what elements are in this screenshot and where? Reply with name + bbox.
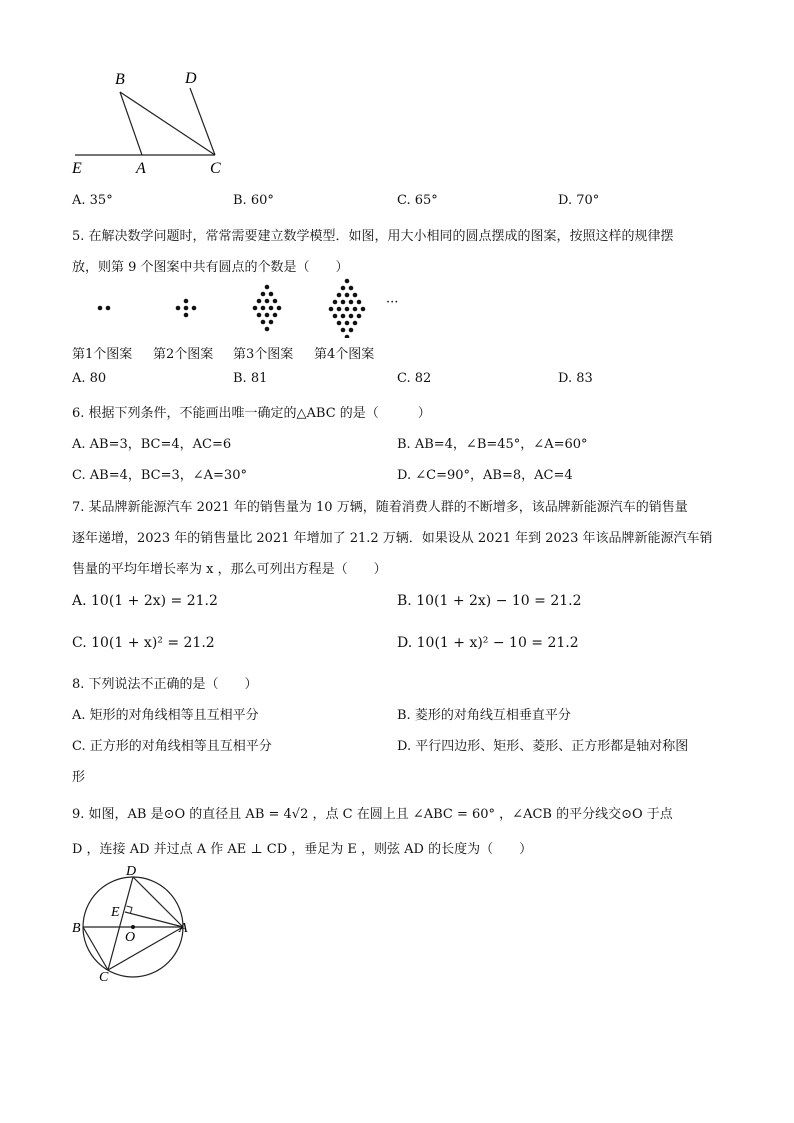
q5-stem-line2: 放，则第 9 个图案中共有圆点的个数是（ ） (72, 260, 349, 275)
label-E: E (72, 160, 82, 177)
q5-option-b: B. 81 (233, 371, 268, 386)
q8-option-d-wrap: 形 (72, 770, 86, 785)
q7-stem-line1: 7. 某品牌新能源汽车 2021 年的销售量为 10 万辆，随着消费人群的不断增多，该品牌新能源汽车的销售量 (72, 500, 688, 515)
q5-option-a: A. 80 (72, 371, 107, 386)
q4-option-a: A. 35° (72, 193, 113, 208)
pattern-4 (329, 279, 366, 338)
circle-label-E: E (111, 905, 120, 920)
q7-option-b: B. 10(1 + 2x) − 10 = 21.2 (397, 593, 582, 609)
q9-stem-line2: D ，连接 AD 并过点 A 作 AE ⊥ CD ，垂足为 E ，则弦 AD 的长度为（ ） (72, 842, 533, 857)
q4-option-b: B. 60° (233, 193, 274, 208)
circle-label-A: A (179, 921, 188, 936)
q7-option-c: C. 10(1 + x)² = 21.2 (72, 635, 215, 651)
q8-option-b: B. 菱形的对角线互相垂直平分 (397, 708, 571, 723)
q8-option-d: D. 平行四边形、矩形、菱形、正方形都是轴对称图 (397, 739, 689, 754)
q5-option-c: C. 82 (397, 371, 432, 386)
q7-stem-line2: 逐年递增，2023 年的销售量比 2021 年增加了 21.2 万辆．如果设从 2021 年到 2023 年该品牌新能源汽车销 (72, 531, 713, 546)
triangle-figure (60, 60, 260, 185)
pattern-caption-4: 第4个图案 (314, 347, 375, 362)
pattern-caption-2: 第2个图案 (153, 347, 214, 362)
pattern-3 (253, 285, 282, 332)
label-A: A (136, 160, 146, 177)
pattern-caption-1: 第1个图案 (72, 347, 133, 362)
q8-option-a: A. 矩形的对角线相等且互相平分 (72, 708, 259, 723)
q4-option-d: D. 70° (558, 193, 600, 208)
q4-option-c: C. 65° (397, 193, 438, 208)
dot-pattern-ellipsis: ··· (386, 295, 399, 310)
q5-option-d: D. 83 (558, 371, 593, 386)
q6-option-b: B. AB=4，∠B=45°，∠A=60° (397, 437, 588, 452)
circle-label-O: O (125, 930, 136, 945)
q6-option-c: C. AB=4，BC=3，∠A=30° (72, 468, 247, 483)
circle-figure (65, 860, 205, 990)
q6-option-a: A. AB=3，BC=4，AC=6 (72, 437, 232, 452)
label-B: B (115, 71, 125, 88)
q6-stem: 6. 根据下列条件，不能画出唯一确定的△ABC 的是（ ） (72, 406, 431, 421)
q5-stem-line1: 5. 在解决数学问题时，常常需要建立数学模型．如图，用大小相同的圆点摆成的图案，按照这样的规律摆 (72, 229, 674, 244)
circle-label-C: C (99, 970, 109, 985)
circle-label-D: D (126, 864, 137, 879)
q8-option-c: C. 正方形的对角线相等且互相平分 (72, 739, 272, 754)
q7-option-a: A. 10(1 + 2x) = 21.2 (72, 593, 218, 609)
q9-stem-line1: 9. 如图，AB 是⊙O 的直径且 AB = 4√2 ，点 C 在圆上且 ∠ABC = 60° ，∠ACB 的平分线交⊙O 于点 (72, 807, 673, 822)
q7-option-d: D. 10(1 + x)² − 10 = 21.2 (397, 635, 579, 651)
q8-stem: 8. 下列说法不正确的是（ ） (72, 677, 258, 692)
dot-patterns-figure (90, 278, 420, 338)
q6-option-d: D. ∠C=90°，AB=8，AC=4 (397, 468, 573, 483)
pattern-2 (176, 299, 197, 318)
pattern-1 (98, 306, 111, 311)
pattern-caption-3: 第3个图案 (233, 347, 294, 362)
circle-label-B: B (72, 921, 81, 936)
q7-stem-line3: 售量的平均年增长率为 x ，那么可列出方程是（ ） (72, 562, 387, 577)
label-D: D (185, 70, 197, 87)
label-C: C (210, 160, 221, 177)
